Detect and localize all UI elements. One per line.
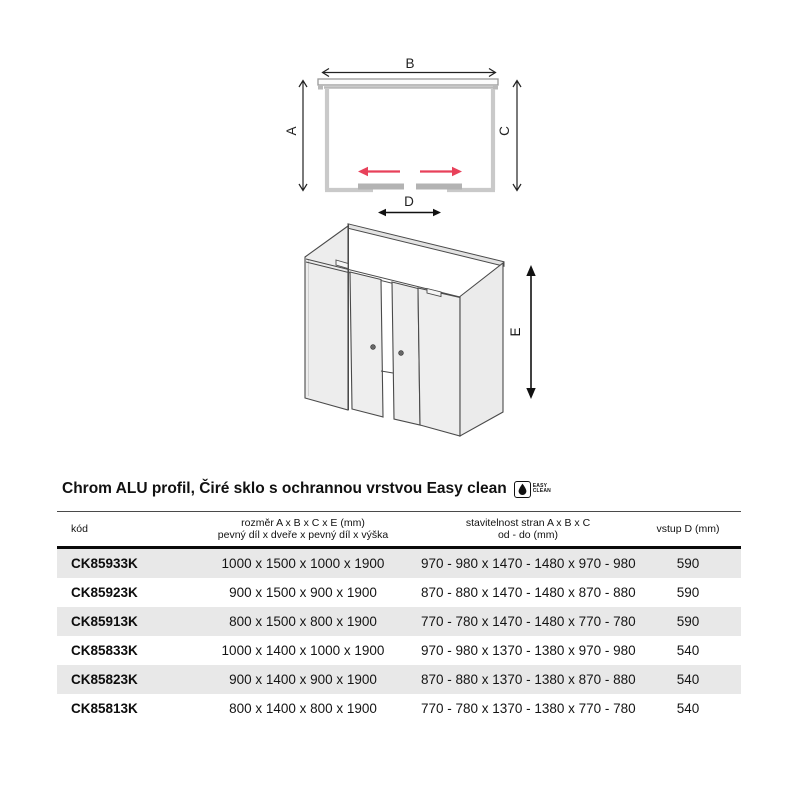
page-title: Chrom ALU profil, Čiré sklo s ochrannou vrstvou Easy clean — [62, 480, 507, 497]
dimension-b — [323, 56, 496, 77]
dimensions-value: 800 x 1400 x 800 x 1900 — [229, 701, 377, 716]
svg-text:A: A — [284, 126, 299, 136]
door-left-handle — [371, 345, 376, 350]
svg-text:D: D — [404, 194, 414, 209]
col-header-dimensions: rozměr A x B x C x E (mm) pevný díl x dveře x pevný díl x výška — [185, 512, 421, 548]
table-row — [57, 607, 741, 636]
right-side-panel — [460, 263, 503, 436]
entry-value: 590 — [676, 556, 700, 571]
svg-text:B: B — [405, 56, 415, 71]
top-view-diagram — [280, 50, 540, 222]
dimensions-value: 800 x 1500 x 800 x 1900 — [229, 614, 377, 629]
dimensions-value: 1000 x 1500 x 1000 x 1900 — [221, 556, 385, 571]
entry-value: 540 — [676, 672, 700, 687]
entry-value: 540 — [676, 701, 700, 716]
col-header-code: kód — [57, 512, 185, 548]
table-row — [57, 694, 741, 723]
table-row — [57, 548, 741, 579]
dimension-e — [508, 265, 536, 399]
entry-value: 590 — [676, 614, 700, 629]
slide-direction-arrows — [358, 167, 462, 176]
left-side-panel — [305, 226, 348, 410]
door-right-panel — [392, 282, 420, 425]
adjustability-value: 970 - 980 x 1370 - 1380 x 970 - 980 — [421, 643, 636, 658]
door-left-panel — [350, 272, 383, 417]
table-row — [57, 636, 741, 665]
table-row — [57, 665, 741, 694]
dimensions-value: 1000 x 1400 x 1000 x 1900 — [221, 643, 385, 658]
top-rail-back — [348, 224, 504, 266]
entry-value: 540 — [676, 643, 700, 658]
section-header — [62, 480, 551, 498]
isometric-diagram — [288, 216, 560, 464]
adjustability-value: 870 - 880 x 1370 - 1380 x 870 - 880 — [421, 672, 636, 687]
dimensions-value: 900 x 1500 x 900 x 1900 — [229, 585, 377, 600]
dimension-c — [497, 81, 521, 191]
table-row — [57, 578, 741, 607]
adjustability-value: 770 - 780 x 1370 - 1380 x 770 - 780 — [421, 701, 636, 716]
wall-profile-bar — [318, 79, 498, 90]
product-code: CK85933K — [71, 556, 138, 571]
product-code: CK85833K — [71, 643, 138, 658]
col-header-entry: vstup D (mm) — [635, 512, 741, 548]
water-drop-icon — [514, 481, 531, 498]
product-code: CK85913K — [71, 614, 138, 629]
col-header-adjustability: stavitelnost stran A x B x C od - do (mm) — [421, 512, 635, 548]
spec-table — [57, 511, 741, 723]
dimension-a — [284, 81, 307, 191]
fixed-right-panel — [418, 288, 460, 436]
product-code: CK85813K — [71, 701, 138, 716]
product-code: CK85823K — [71, 672, 138, 687]
easy-clean-label: EASY CLEAN — [532, 482, 551, 494]
dimension-d — [378, 194, 441, 216]
entry-value: 590 — [676, 585, 700, 600]
adjustability-value: 770 - 780 x 1470 - 1480 x 770 - 780 — [421, 614, 636, 629]
easy-clean-badge — [514, 481, 551, 498]
svg-text:C: C — [497, 126, 512, 136]
product-code: CK85923K — [71, 585, 138, 600]
svg-text:E: E — [508, 327, 523, 337]
adjustability-value: 970 - 980 x 1470 - 1480 x 970 - 980 — [421, 556, 636, 571]
door-right-handle — [399, 351, 404, 356]
dimensions-value: 900 x 1400 x 900 x 1900 — [229, 672, 377, 687]
adjustability-value: 870 - 880 x 1470 - 1480 x 870 - 880 — [421, 585, 636, 600]
glass-walls — [325, 89, 495, 190]
table-header-row — [57, 512, 741, 548]
